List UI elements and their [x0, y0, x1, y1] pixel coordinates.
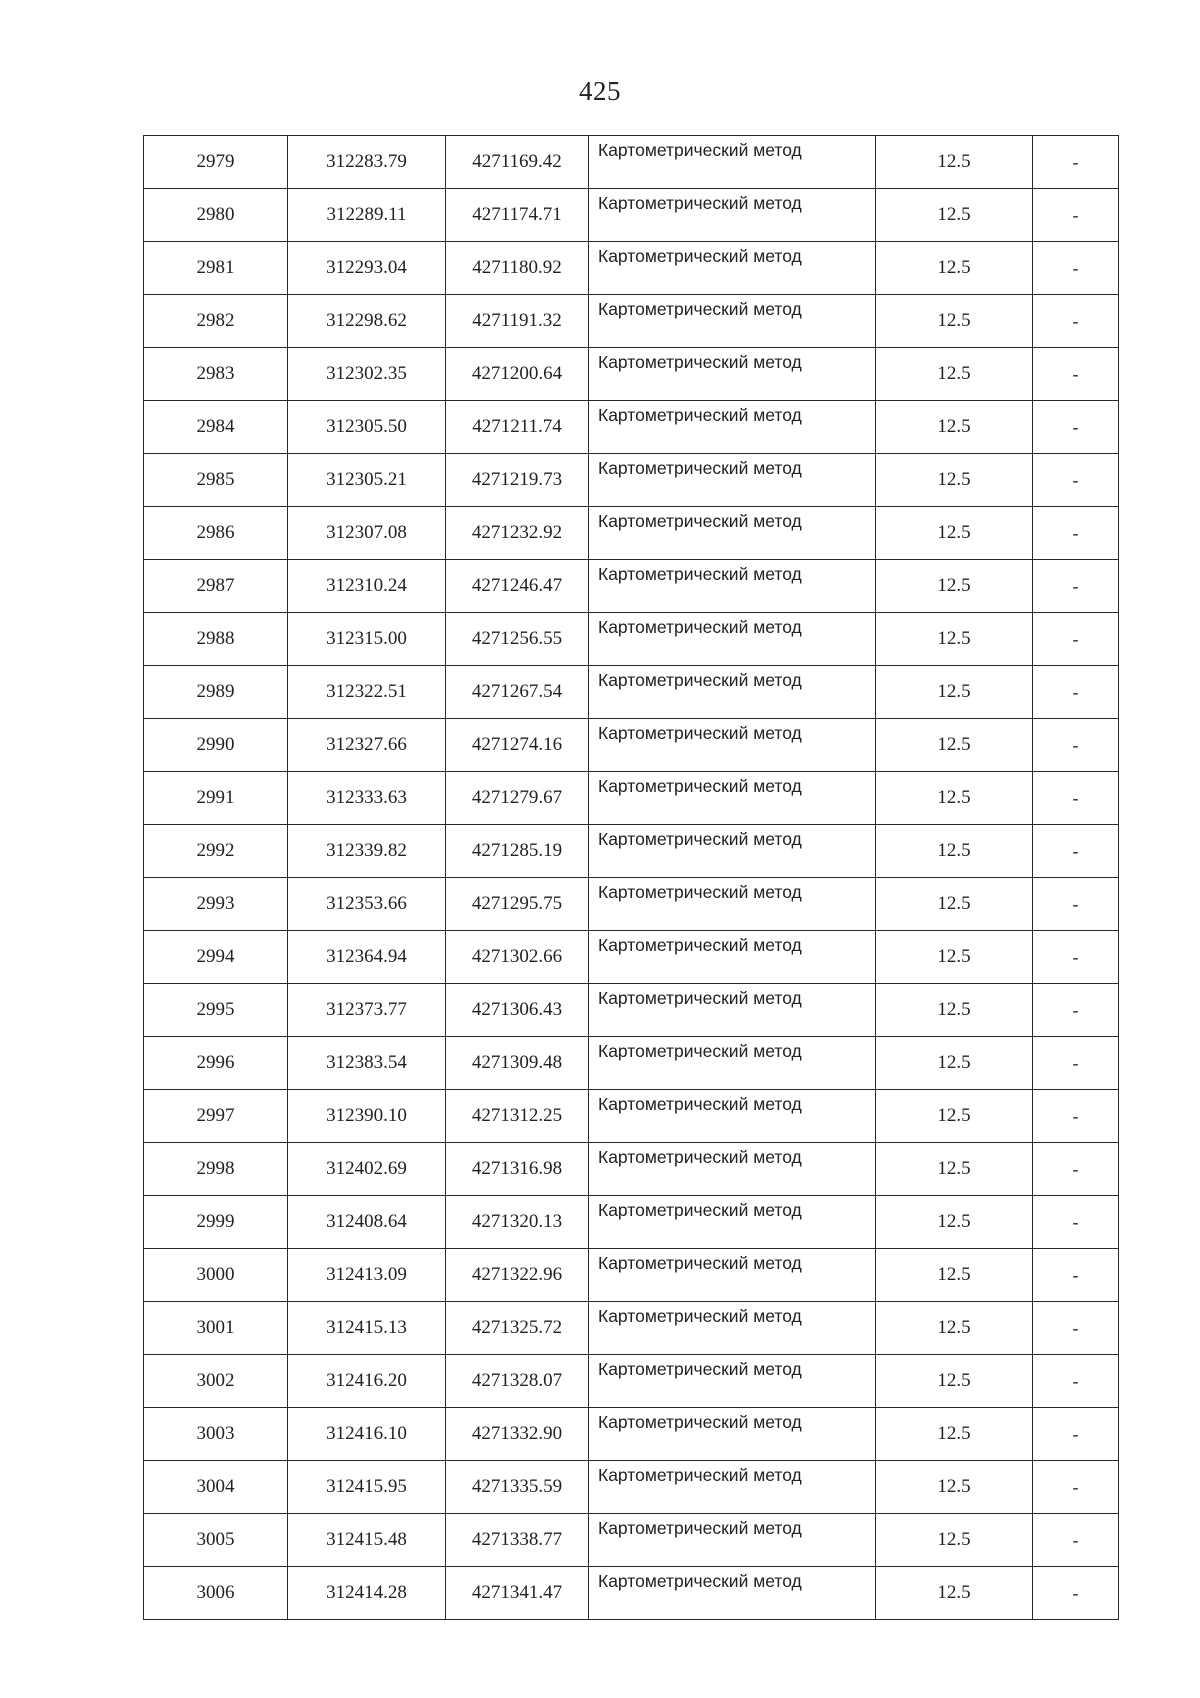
- point-number-cell: 2995: [144, 984, 288, 1037]
- accuracy-cell: 12.5: [876, 348, 1033, 401]
- accuracy-cell: 12.5: [876, 189, 1033, 242]
- y-coordinate-cell: 4271174.71: [446, 189, 589, 242]
- note-cell: -: [1033, 1567, 1119, 1620]
- x-coordinate-cell: 312402.69: [288, 1143, 446, 1196]
- accuracy-cell: 12.5: [876, 719, 1033, 772]
- y-coordinate-cell: 4271338.77: [446, 1514, 589, 1567]
- table-row: [144, 560, 1119, 613]
- note-cell: -: [1033, 454, 1119, 507]
- note-cell: -: [1033, 1090, 1119, 1143]
- y-coordinate-cell: 4271332.90: [446, 1408, 589, 1461]
- x-coordinate-cell: 312339.82: [288, 825, 446, 878]
- point-number-cell: 2992: [144, 825, 288, 878]
- accuracy-cell: 12.5: [876, 1249, 1033, 1302]
- x-coordinate-cell: 312413.09: [288, 1249, 446, 1302]
- point-number-cell: 2979: [144, 136, 288, 189]
- note-cell: -: [1033, 613, 1119, 666]
- point-number-cell: 2998: [144, 1143, 288, 1196]
- point-number-cell: 2980: [144, 189, 288, 242]
- table-row: [144, 454, 1119, 507]
- accuracy-cell: 12.5: [876, 1090, 1033, 1143]
- point-number-cell: 3002: [144, 1355, 288, 1408]
- accuracy-cell: 12.5: [876, 878, 1033, 931]
- method-cell: Картометрический метод: [589, 295, 876, 348]
- note-cell: -: [1033, 719, 1119, 772]
- point-number-cell: 3003: [144, 1408, 288, 1461]
- accuracy-cell: 12.5: [876, 984, 1033, 1037]
- y-coordinate-cell: 4271316.98: [446, 1143, 589, 1196]
- y-coordinate-cell: 4271320.13: [446, 1196, 589, 1249]
- method-cell: Картометрический метод: [589, 931, 876, 984]
- y-coordinate-cell: 4271180.92: [446, 242, 589, 295]
- method-cell: Картометрический метод: [589, 136, 876, 189]
- accuracy-cell: 12.5: [876, 136, 1033, 189]
- note-cell: -: [1033, 1355, 1119, 1408]
- note-cell: -: [1033, 189, 1119, 242]
- x-coordinate-cell: 312289.11: [288, 189, 446, 242]
- table-row: [144, 1461, 1119, 1514]
- accuracy-cell: 12.5: [876, 825, 1033, 878]
- note-cell: -: [1033, 1143, 1119, 1196]
- x-coordinate-cell: 312373.77: [288, 984, 446, 1037]
- method-cell: Картометрический метод: [589, 613, 876, 666]
- point-number-cell: 3005: [144, 1514, 288, 1567]
- method-cell: Картометрический метод: [589, 1355, 876, 1408]
- note-cell: -: [1033, 348, 1119, 401]
- x-coordinate-cell: 312415.95: [288, 1461, 446, 1514]
- table-row: [144, 136, 1119, 189]
- y-coordinate-cell: 4271341.47: [446, 1567, 589, 1620]
- point-number-cell: 3004: [144, 1461, 288, 1514]
- table-row: [144, 1037, 1119, 1090]
- y-coordinate-cell: 4271232.92: [446, 507, 589, 560]
- x-coordinate-cell: 312353.66: [288, 878, 446, 931]
- note-cell: -: [1033, 1514, 1119, 1567]
- x-coordinate-cell: 312305.50: [288, 401, 446, 454]
- y-coordinate-cell: 4271200.64: [446, 348, 589, 401]
- coordinates-table: [143, 135, 1119, 1620]
- point-number-cell: 3006: [144, 1567, 288, 1620]
- y-coordinate-cell: 4271328.07: [446, 1355, 589, 1408]
- accuracy-cell: 12.5: [876, 1355, 1033, 1408]
- table-row: [144, 401, 1119, 454]
- method-cell: Картометрический метод: [589, 507, 876, 560]
- point-number-cell: 2997: [144, 1090, 288, 1143]
- note-cell: -: [1033, 401, 1119, 454]
- note-cell: -: [1033, 1249, 1119, 1302]
- x-coordinate-cell: 312415.48: [288, 1514, 446, 1567]
- table-row: [144, 507, 1119, 560]
- method-cell: Картометрический метод: [589, 1514, 876, 1567]
- x-coordinate-cell: 312416.20: [288, 1355, 446, 1408]
- accuracy-cell: 12.5: [876, 1408, 1033, 1461]
- y-coordinate-cell: 4271246.47: [446, 560, 589, 613]
- x-coordinate-cell: 312383.54: [288, 1037, 446, 1090]
- note-cell: -: [1033, 878, 1119, 931]
- table-row: [144, 1567, 1119, 1620]
- method-cell: Картометрический метод: [589, 401, 876, 454]
- coordinates-table-body: [144, 136, 1119, 1620]
- y-coordinate-cell: 4271256.55: [446, 613, 589, 666]
- accuracy-cell: 12.5: [876, 560, 1033, 613]
- table-row: [144, 1143, 1119, 1196]
- method-cell: Картометрический метод: [589, 1249, 876, 1302]
- y-coordinate-cell: 4271325.72: [446, 1302, 589, 1355]
- table-row: [144, 242, 1119, 295]
- y-coordinate-cell: 4271267.54: [446, 666, 589, 719]
- point-number-cell: 2990: [144, 719, 288, 772]
- accuracy-cell: 12.5: [876, 1514, 1033, 1567]
- x-coordinate-cell: 312307.08: [288, 507, 446, 560]
- table-row: [144, 719, 1119, 772]
- table-row: [144, 1249, 1119, 1302]
- accuracy-cell: 12.5: [876, 1567, 1033, 1620]
- method-cell: Картометрический метод: [589, 1196, 876, 1249]
- method-cell: Картометрический метод: [589, 1408, 876, 1461]
- note-cell: -: [1033, 1461, 1119, 1514]
- x-coordinate-cell: 312364.94: [288, 931, 446, 984]
- x-coordinate-cell: 312315.00: [288, 613, 446, 666]
- note-cell: -: [1033, 1408, 1119, 1461]
- table-row: [144, 1514, 1119, 1567]
- point-number-cell: 2982: [144, 295, 288, 348]
- note-cell: -: [1033, 931, 1119, 984]
- y-coordinate-cell: 4271211.74: [446, 401, 589, 454]
- accuracy-cell: 12.5: [876, 242, 1033, 295]
- x-coordinate-cell: 312333.63: [288, 772, 446, 825]
- note-cell: -: [1033, 1302, 1119, 1355]
- note-cell: -: [1033, 772, 1119, 825]
- table-row: [144, 772, 1119, 825]
- method-cell: Картометрический метод: [589, 560, 876, 613]
- method-cell: Картометрический метод: [589, 666, 876, 719]
- page-number: 425: [579, 76, 621, 106]
- point-number-cell: 2987: [144, 560, 288, 613]
- table-row: [144, 1090, 1119, 1143]
- x-coordinate-cell: 312305.21: [288, 454, 446, 507]
- table-row: [144, 295, 1119, 348]
- note-cell: -: [1033, 295, 1119, 348]
- x-coordinate-cell: 312322.51: [288, 666, 446, 719]
- x-coordinate-cell: 312327.66: [288, 719, 446, 772]
- x-coordinate-cell: 312390.10: [288, 1090, 446, 1143]
- accuracy-cell: 12.5: [876, 1143, 1033, 1196]
- point-number-cell: 3001: [144, 1302, 288, 1355]
- accuracy-cell: 12.5: [876, 931, 1033, 984]
- point-number-cell: 2986: [144, 507, 288, 560]
- table-row: [144, 1355, 1119, 1408]
- x-coordinate-cell: 312408.64: [288, 1196, 446, 1249]
- method-cell: Картометрический метод: [589, 242, 876, 295]
- accuracy-cell: 12.5: [876, 1196, 1033, 1249]
- point-number-cell: 2994: [144, 931, 288, 984]
- point-number-cell: 2981: [144, 242, 288, 295]
- accuracy-cell: 12.5: [876, 666, 1033, 719]
- x-coordinate-cell: 312414.28: [288, 1567, 446, 1620]
- table-row: [144, 189, 1119, 242]
- y-coordinate-cell: 4271169.42: [446, 136, 589, 189]
- method-cell: Картометрический метод: [589, 825, 876, 878]
- y-coordinate-cell: 4271335.59: [446, 1461, 589, 1514]
- method-cell: Картометрический метод: [589, 1461, 876, 1514]
- accuracy-cell: 12.5: [876, 772, 1033, 825]
- method-cell: Картометрический метод: [589, 189, 876, 242]
- note-cell: -: [1033, 136, 1119, 189]
- accuracy-cell: 12.5: [876, 613, 1033, 666]
- y-coordinate-cell: 4271322.96: [446, 1249, 589, 1302]
- table-row: [144, 1196, 1119, 1249]
- note-cell: -: [1033, 560, 1119, 613]
- method-cell: Картометрический метод: [589, 1090, 876, 1143]
- table-row: [144, 348, 1119, 401]
- point-number-cell: 2996: [144, 1037, 288, 1090]
- accuracy-cell: 12.5: [876, 507, 1033, 560]
- y-coordinate-cell: 4271219.73: [446, 454, 589, 507]
- point-number-cell: 2999: [144, 1196, 288, 1249]
- accuracy-cell: 12.5: [876, 1302, 1033, 1355]
- table-row: [144, 931, 1119, 984]
- note-cell: -: [1033, 1037, 1119, 1090]
- note-cell: -: [1033, 242, 1119, 295]
- x-coordinate-cell: 312302.35: [288, 348, 446, 401]
- x-coordinate-cell: 312310.24: [288, 560, 446, 613]
- method-cell: Картометрический метод: [589, 1037, 876, 1090]
- point-number-cell: 2984: [144, 401, 288, 454]
- table-row: [144, 1408, 1119, 1461]
- method-cell: Картометрический метод: [589, 772, 876, 825]
- table-row: [144, 613, 1119, 666]
- y-coordinate-cell: 4271295.75: [446, 878, 589, 931]
- accuracy-cell: 12.5: [876, 1461, 1033, 1514]
- y-coordinate-cell: 4271191.32: [446, 295, 589, 348]
- y-coordinate-cell: 4271279.67: [446, 772, 589, 825]
- point-number-cell: 2983: [144, 348, 288, 401]
- point-number-cell: 2985: [144, 454, 288, 507]
- y-coordinate-cell: 4271306.43: [446, 984, 589, 1037]
- note-cell: -: [1033, 825, 1119, 878]
- x-coordinate-cell: 312293.04: [288, 242, 446, 295]
- method-cell: Картометрический метод: [589, 1143, 876, 1196]
- method-cell: Картометрический метод: [589, 878, 876, 931]
- accuracy-cell: 12.5: [876, 401, 1033, 454]
- table-row: [144, 984, 1119, 1037]
- method-cell: Картометрический метод: [589, 348, 876, 401]
- note-cell: -: [1033, 984, 1119, 1037]
- method-cell: Картометрический метод: [589, 719, 876, 772]
- point-number-cell: 2989: [144, 666, 288, 719]
- y-coordinate-cell: 4271309.48: [446, 1037, 589, 1090]
- x-coordinate-cell: 312415.13: [288, 1302, 446, 1355]
- table-row: [144, 878, 1119, 931]
- note-cell: -: [1033, 507, 1119, 560]
- point-number-cell: 2993: [144, 878, 288, 931]
- x-coordinate-cell: 312416.10: [288, 1408, 446, 1461]
- table-row: [144, 825, 1119, 878]
- method-cell: Картометрический метод: [589, 454, 876, 507]
- method-cell: Картометрический метод: [589, 1567, 876, 1620]
- point-number-cell: 3000: [144, 1249, 288, 1302]
- y-coordinate-cell: 4271274.16: [446, 719, 589, 772]
- y-coordinate-cell: 4271312.25: [446, 1090, 589, 1143]
- method-cell: Картометрический метод: [589, 1302, 876, 1355]
- note-cell: -: [1033, 1196, 1119, 1249]
- y-coordinate-cell: 4271285.19: [446, 825, 589, 878]
- point-number-cell: 2991: [144, 772, 288, 825]
- y-coordinate-cell: 4271302.66: [446, 931, 589, 984]
- accuracy-cell: 12.5: [876, 295, 1033, 348]
- note-cell: -: [1033, 666, 1119, 719]
- x-coordinate-cell: 312283.79: [288, 136, 446, 189]
- accuracy-cell: 12.5: [876, 1037, 1033, 1090]
- point-number-cell: 2988: [144, 613, 288, 666]
- x-coordinate-cell: 312298.62: [288, 295, 446, 348]
- table-row: [144, 1302, 1119, 1355]
- method-cell: Картометрический метод: [589, 984, 876, 1037]
- table-row: [144, 666, 1119, 719]
- accuracy-cell: 12.5: [876, 454, 1033, 507]
